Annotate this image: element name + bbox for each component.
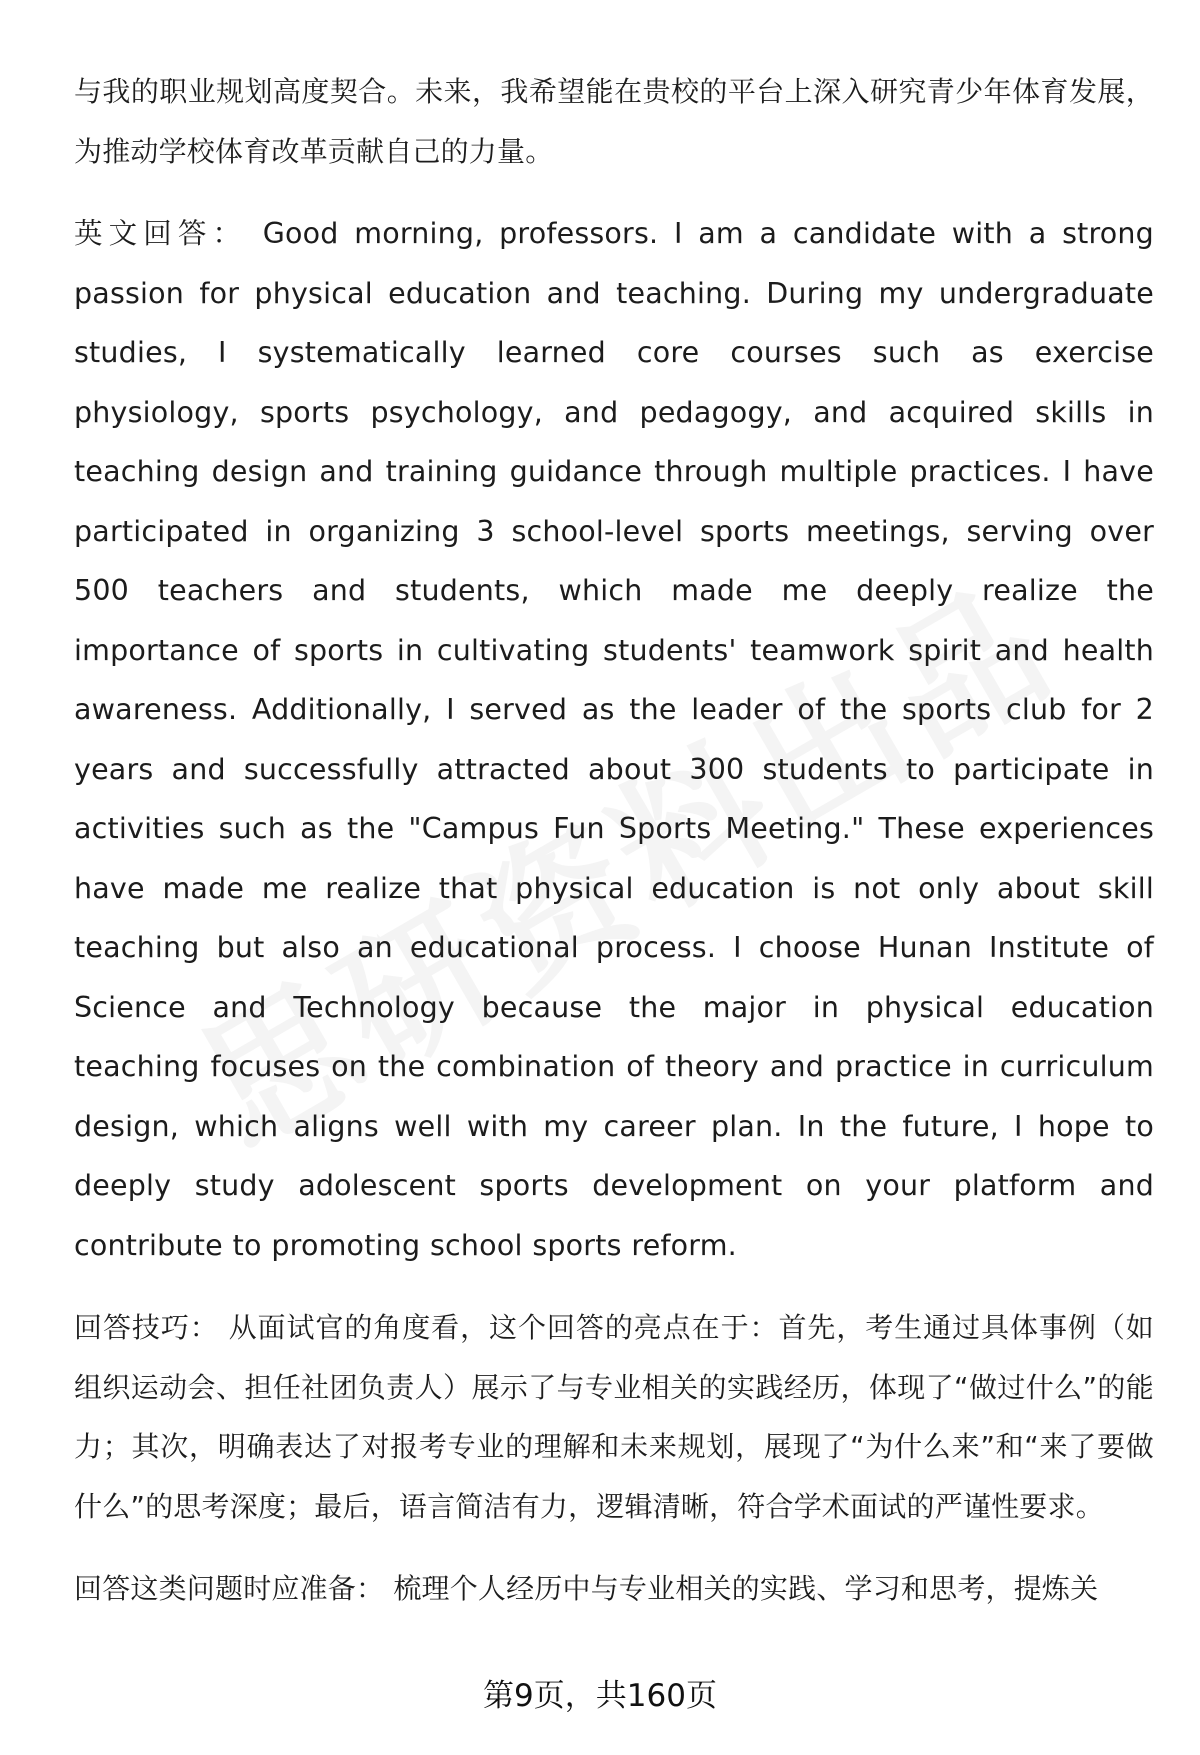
preparation-text: 梳理个人经历中与专业相关的实践、学习和思考，提炼关 [393, 1572, 1099, 1605]
paragraph-preparation [74, 1559, 1154, 1619]
paragraph-english-answer [74, 204, 1154, 1275]
paragraph-chinese-answer-end [74, 62, 1154, 181]
preparation-label: 回答这类问题时应准备： [74, 1572, 385, 1605]
document-body [74, 62, 1154, 1642]
paragraph-text: 与我的职业规划高度契合。未来，我希望能在贵校的平台上深入研究青少年体育发展，为推动学校体育改革贡献自己的力量。 [74, 75, 1154, 168]
page-number: 第9页，共160页 [483, 1678, 717, 1714]
answer-tips-label: 回答技巧： [74, 1311, 219, 1344]
english-answer-label: 英文回答： [74, 217, 248, 250]
paragraph-answer-tips [74, 1298, 1154, 1536]
answer-tips-text: 从面试官的角度看，这个回答的亮点在于：首先，考生通过具体事例（如组织运动会、担任社团负责人）展示了与专业相关的实践经历，体现了“做过什么”的能力；其次，明确表达了对报考专业的理解和未来规划，展现了“为什么来”和“来了要做什么”的思考深度；最后，语言简洁有力，逻辑清晰，符合学术面试的严谨性要求。 [74, 1311, 1154, 1523]
english-answer-text: Good morning, professors. I am a candidate with a strong passion for physical education and teaching. During my undergraduate studies, I systematically learned core courses such as exercise physiology, sports psychology, and pedagogy, and acquired skills in teaching design and training guidance through multiple practices. I have participated in organizing 3 school-level sports meetings, serving over 500 teachers and students, which made me deeply realize the importance of sports in cultivating students' teamwork spirit and health awareness. Additionally, I served as the leader of the sports club for 2 years and successfully attracted about 300 students to participate in activities such as the "Campus Fun Sports Meeting." These experiences have made me realize that physical education is not only about skill teaching but also an educational process. I choose Hunan Institute of Science and Technology because the major in physical education teaching focuses on the combination of theory and practice in curriculum design, which aligns well with my career plan. In the future, I hope to deeply study adolescent sports development on your platform and contribute to promoting school sports reform. [74, 217, 1154, 1262]
